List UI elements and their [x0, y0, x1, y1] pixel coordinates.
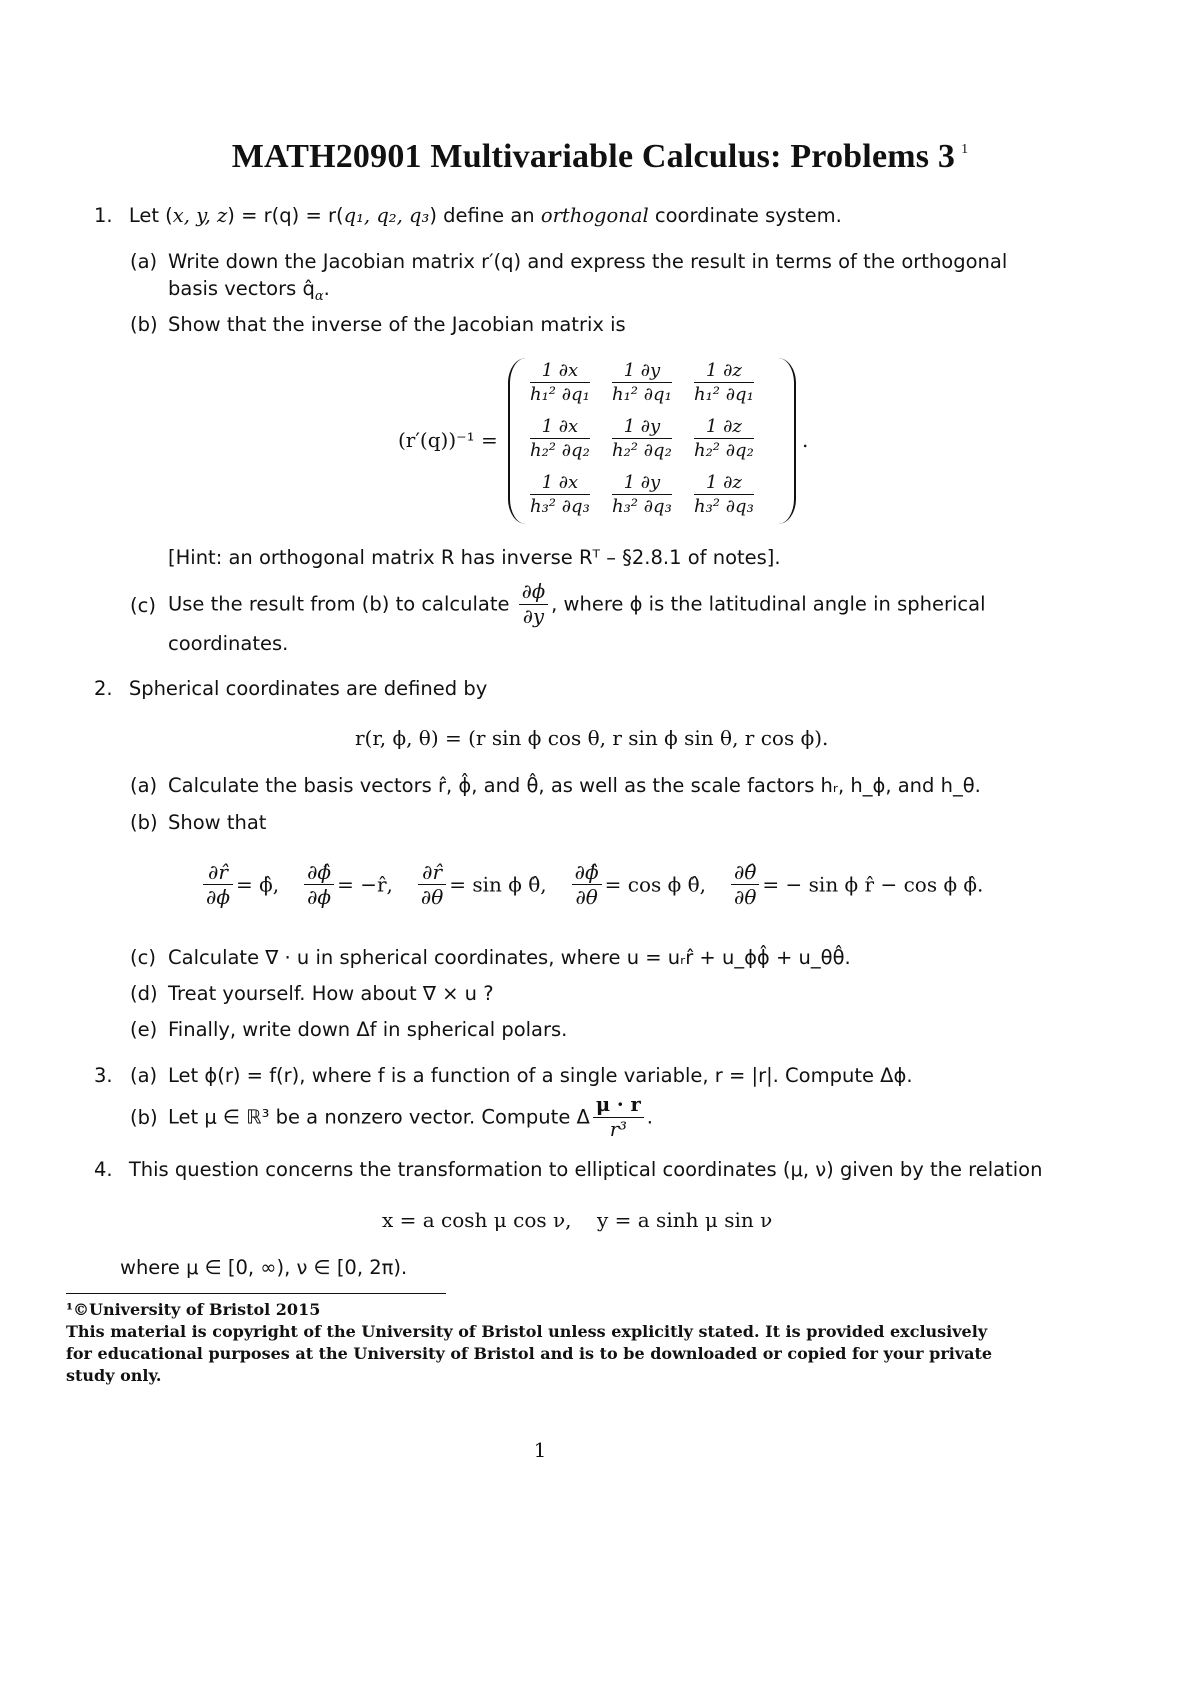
- q1-intro-b: ) = r(q) = r(: [227, 204, 344, 227]
- matrix-cell-num: 1 ∂x: [530, 360, 590, 383]
- q1-intro-a: Let (: [128, 204, 173, 227]
- q4-number: 4.: [94, 1158, 113, 1181]
- derivative-rhs: = cos ϕ θ̂,: [604, 872, 707, 897]
- q1b-text: Show that the inverse of the Jacobian matrix is: [168, 313, 626, 336]
- elliptical-eq-y: y = a sinh μ sin ν: [597, 1208, 773, 1232]
- footnote-rule: [66, 1293, 446, 1294]
- derivative-identity-1: [200, 860, 280, 909]
- q2a-text: Calculate the basis vectors r̂, ϕ̂, and θ̂, as well as the scale factors hᵣ, h_ϕ, and h_θ.: [168, 774, 981, 797]
- matrix-cell-den: h₁² ∂q₁: [694, 384, 754, 405]
- matrix-cell-3-3: [694, 472, 754, 519]
- derivative-den: ∂θ: [575, 885, 598, 909]
- q1-intro-vars: x, y, z: [172, 204, 228, 227]
- q2e-text: Finally, write down Δf in spherical polars.: [168, 1018, 568, 1041]
- matrix-cell-num: 1 ∂x: [530, 416, 590, 439]
- matrix-cell-den: h₁² ∂q₁: [530, 384, 590, 405]
- matrix-cell-num: 1 ∂y: [612, 416, 672, 439]
- q1c-line2: coordinates.: [168, 632, 289, 655]
- q2d-text: Treat yourself. How about ∇ × u ?: [168, 982, 494, 1005]
- q3b-text-b: .: [646, 1105, 653, 1129]
- q1-number: 1.: [94, 204, 113, 227]
- page-number: 1: [533, 1438, 547, 1462]
- footnote-line1: ¹©University of Bristol 2015: [66, 1300, 321, 1319]
- derivative-rhs: = sin ϕ θ̂,: [449, 872, 547, 897]
- q2-intro-text: Spherical coordinates are defined by: [128, 677, 488, 700]
- q2-number: 2.: [94, 677, 113, 700]
- matrix-cell-num: 1 ∂x: [530, 472, 590, 495]
- derivative-den: ∂ϕ: [206, 885, 230, 909]
- matrix-cell-den: h₃² ∂q₃: [612, 496, 672, 517]
- q3b-label: (b): [130, 1106, 158, 1129]
- derivative-fraction: [572, 860, 602, 909]
- q1c-line1: [168, 580, 986, 629]
- matrix-cell-2-1: [530, 416, 590, 463]
- derivative-num: ∂r̂: [418, 860, 446, 885]
- derivative-fraction: [418, 860, 446, 909]
- q1-intro: [94, 204, 842, 228]
- derivative-fraction: [203, 860, 233, 909]
- footnote-line2: This material is copyright of the University of Bristol unless explicitly stated. It is provided exclusively: [66, 1322, 988, 1341]
- q2b-label: (b): [130, 811, 158, 834]
- q1c-label: (c): [130, 594, 156, 617]
- derivative-fraction: [304, 860, 334, 909]
- q2-intro: [94, 677, 487, 701]
- q3b-text-a: Let μ ∈ ℝ³ be a nonzero vector. Compute Δ: [168, 1105, 590, 1129]
- matrix-cell-1-3: [694, 360, 754, 407]
- matrix-cell-num: 1 ∂y: [612, 472, 672, 495]
- derivative-den: ∂ϕ: [307, 885, 332, 909]
- matrix-cell-1-2: [612, 360, 672, 407]
- title-text: MATH20901 Multivariable Calculus: Problems 3: [231, 138, 956, 175]
- matrix-cell-num: 1 ∂z: [694, 472, 754, 495]
- q1b-label: (b): [130, 313, 158, 336]
- matrix-cell-den: h₃² ∂q₃: [694, 496, 754, 517]
- footnote-line3: for educational purposes at the University of Bristol and is to be downloaded or copied for your private: [66, 1344, 993, 1363]
- derivative-fraction: [731, 860, 759, 909]
- matrix-cell-num: 1 ∂z: [694, 416, 754, 439]
- q1-intro-d: coordinate system.: [648, 204, 842, 227]
- derivative-num: ∂ϕ̂: [572, 860, 602, 885]
- matrix-cell-num: 1 ∂z: [694, 360, 754, 383]
- derivative-identity-2: [301, 860, 393, 909]
- q2c-text: Calculate ∇ · u in spherical coordinates, where u = uᵣr̂ + u_ϕϕ̂ + u_θθ̂.: [168, 946, 851, 969]
- q1c-frac-num: ∂ϕ: [519, 580, 548, 605]
- derivative-rhs: = −r̂,: [337, 872, 393, 897]
- matrix-cell-den: h₁² ∂q₁: [612, 384, 672, 405]
- q3a-label: (a): [130, 1064, 158, 1087]
- derivative-den: ∂θ: [734, 885, 757, 909]
- q1a-line2-end: .: [323, 277, 330, 300]
- derivative-rhs: = ϕ̂,: [235, 872, 280, 897]
- q4-intro-text: This question concerns the transformation to elliptical coordinates (μ, ν) given by the relation: [128, 1158, 1043, 1181]
- matrix-cell-den: h₂² ∂q₂: [530, 440, 590, 461]
- derivative-identity-3: [415, 860, 547, 909]
- matrix-right-paren: [778, 358, 796, 524]
- q3b-fraction: [593, 1093, 644, 1142]
- q2e-label: (e): [130, 1018, 158, 1041]
- q1a-line1: Write down the Jacobian matrix r′(q) and express the result in terms of the orthogonal: [168, 250, 1008, 273]
- matrix-lhs: (r′(q))⁻¹ =: [398, 428, 498, 452]
- q1a-label: (a): [130, 250, 158, 273]
- derivative-den: ∂θ: [420, 885, 444, 909]
- q2c-label: (c): [130, 946, 156, 969]
- q3-number: 3.: [94, 1064, 113, 1087]
- matrix-left-paren: [508, 358, 526, 524]
- matrix-cell-den: h₃² ∂q₃: [530, 496, 590, 517]
- q4-where: where μ ∈ [0, ∞), ν ∈ [0, 2π).: [120, 1256, 408, 1279]
- q1-intro-q: q₁, q₂, q₃: [343, 204, 430, 227]
- derivative-identity-5: [728, 860, 984, 909]
- q1-hint: [Hint: an orthogonal matrix R has inverse Rᵀ – §2.8.1 of notes].: [168, 546, 781, 569]
- title-footnote-mark: 1: [961, 142, 969, 157]
- q1a-line2: [168, 277, 330, 309]
- matrix-cell-2-3: [694, 416, 754, 463]
- elliptical-eq-x: x = a cosh μ cos ν,: [382, 1208, 572, 1232]
- q2b-text: Show that: [168, 811, 267, 834]
- q1a-line2-text: basis vectors q̂: [168, 277, 315, 300]
- derivative-rhs: = − sin ϕ r̂ − cos ϕ ϕ̂.: [762, 872, 984, 897]
- matrix-cell-den: h₂² ∂q₂: [612, 440, 672, 461]
- matrix-cell-1-1: [530, 360, 590, 407]
- matrix-cell-3-2: [612, 472, 672, 519]
- q1c-text-b: , where ϕ is the latitudinal angle in spherical: [551, 592, 986, 616]
- matrix-cell-2-2: [612, 416, 672, 463]
- matrix-cell-den: h₂² ∂q₂: [694, 440, 754, 461]
- derivative-identity-4: [569, 860, 707, 909]
- derivative-num: ∂ϕ̂: [304, 860, 334, 885]
- q2d-label: (d): [130, 982, 158, 1005]
- matrix-cell-num: 1 ∂y: [612, 360, 672, 383]
- q1a-line2-sub: α: [314, 288, 324, 304]
- q4-intro: [94, 1158, 1042, 1182]
- matrix-end: .: [802, 428, 809, 452]
- q1-intro-emphasis: orthogonal: [540, 204, 649, 227]
- page-title: [0, 138, 1200, 176]
- q2a-label: (a): [130, 774, 158, 797]
- spherical-equation: r(r, ϕ, θ) = (r sin ϕ cos θ, r sin ϕ sin θ, r cos ϕ).: [355, 726, 829, 750]
- q3b-line: [168, 1093, 653, 1142]
- q1c-text-a: Use the result from (b) to calculate: [168, 592, 510, 616]
- derivative-identities: [200, 860, 1005, 909]
- q1c-fraction: [519, 580, 548, 629]
- matrix-cell-3-1: [530, 472, 590, 519]
- derivative-num: ∂θ̂: [731, 860, 759, 885]
- q3b-frac-den: r³: [609, 1118, 627, 1141]
- derivative-num: ∂r̂: [203, 860, 233, 885]
- q1c-frac-den: ∂y: [522, 605, 544, 628]
- footnote-line4: study only.: [66, 1366, 162, 1385]
- q3b-frac-num: μ · r: [593, 1093, 644, 1118]
- q3a-text: Let ϕ(r) = f(r), where f is a function of a single variable, r = |r|. Compute Δϕ.: [168, 1064, 913, 1087]
- q1-intro-c: ) define an: [429, 204, 541, 227]
